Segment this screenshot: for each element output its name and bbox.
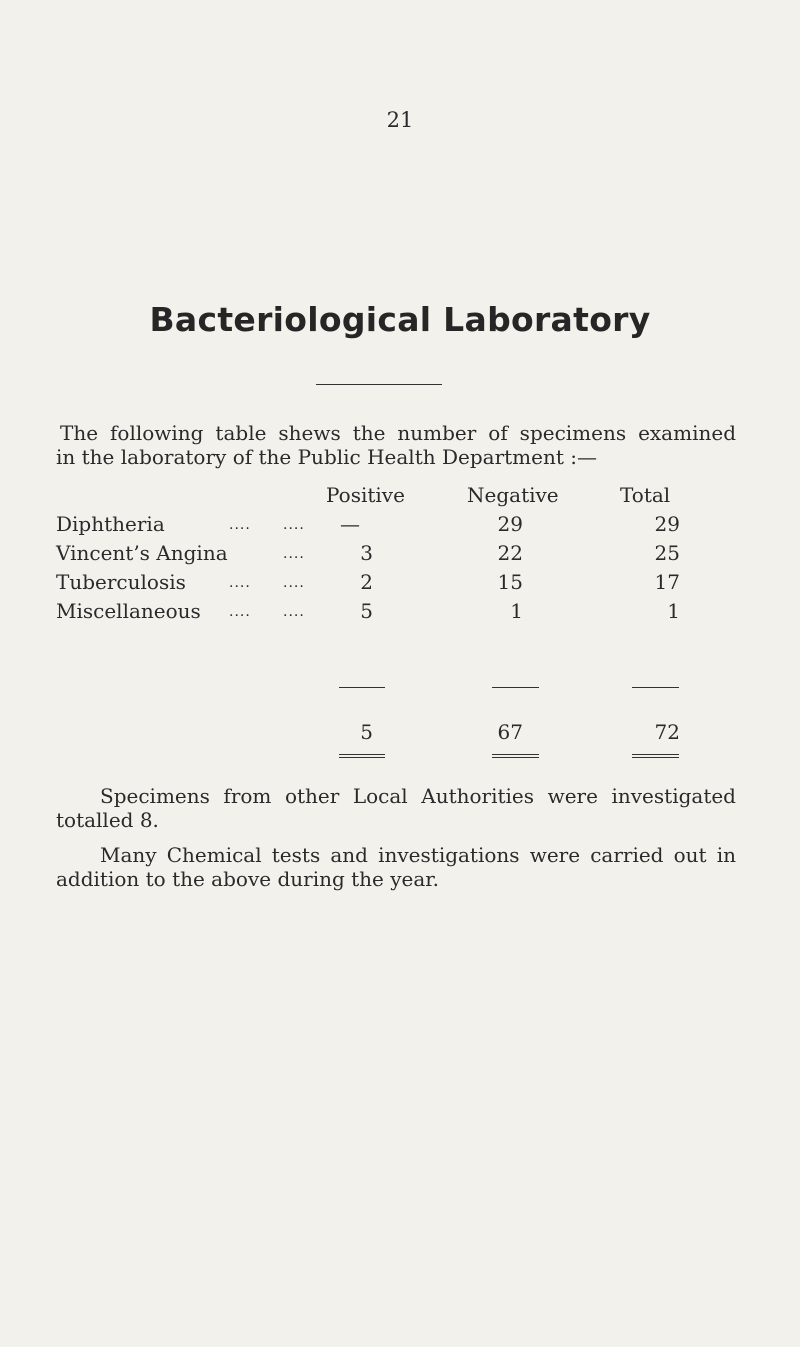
cell-total: 29 <box>654 512 680 536</box>
paragraph-1-line-2: totalled 8. <box>56 808 159 832</box>
dot-leader: .... <box>283 604 305 620</box>
total-positive: 5 <box>360 720 373 744</box>
dot-leader: .... <box>283 575 305 591</box>
total-negative: 67 <box>497 720 523 744</box>
cell-positive: 2 <box>360 570 373 594</box>
paragraph-chemical-tests <box>56 843 736 891</box>
subtotal-rule-total <box>632 687 679 688</box>
intro-line-2: in the laboratory of the Public Health Department :— <box>56 445 597 469</box>
dot-leader: .... <box>229 575 251 591</box>
total-total: 72 <box>654 720 680 744</box>
total-double-rule-total <box>632 754 679 758</box>
cell-positive: 5 <box>360 599 373 623</box>
paragraph-2-line-1: Many Chemical tests and investigations were carried out in <box>100 843 736 867</box>
cell-negative: 29 <box>497 512 523 536</box>
row-label-miscellaneous: Miscellaneous <box>56 599 201 623</box>
cell-total: 1 <box>667 599 680 623</box>
total-double-rule-positive <box>339 754 385 758</box>
cell-negative: 1 <box>510 599 523 623</box>
cell-total: 25 <box>654 541 680 565</box>
intro-paragraph <box>56 421 736 469</box>
page-heading: Bacteriological Laboratory <box>149 300 651 339</box>
paragraph-other-authorities <box>56 784 736 832</box>
intro-line-1: The following table shews the number of specimens examined <box>60 421 736 445</box>
cell-positive: 3 <box>360 541 373 565</box>
heading-divider <box>316 384 442 385</box>
page-number: 21 <box>386 108 414 132</box>
row-label-vincents-angina: Vincent’s Angina <box>56 541 228 565</box>
subtotal-rule-negative <box>492 687 539 688</box>
paragraph-2-line-2: addition to the above during the year. <box>56 867 440 891</box>
cell-total: 17 <box>654 570 680 594</box>
dot-leader: .... <box>229 604 251 620</box>
dot-leader: .... <box>229 517 251 533</box>
cell-negative: 22 <box>497 541 523 565</box>
row-label-diphtheria: Diphtheria <box>56 512 165 536</box>
cell-positive: — <box>340 512 360 536</box>
total-double-rule-negative <box>492 754 539 758</box>
dot-leader: .... <box>283 517 305 533</box>
paragraph-1-line-1: Specimens from other Local Authorities were investigated <box>100 784 736 808</box>
dot-leader: .... <box>283 546 305 562</box>
row-label-tuberculosis: Tuberculosis <box>56 570 186 594</box>
column-header-total: Total <box>620 483 671 507</box>
column-header-negative: Negative <box>467 483 559 507</box>
cell-negative: 15 <box>497 570 523 594</box>
column-header-positive: Positive <box>326 483 405 507</box>
subtotal-rule-positive <box>339 687 385 688</box>
